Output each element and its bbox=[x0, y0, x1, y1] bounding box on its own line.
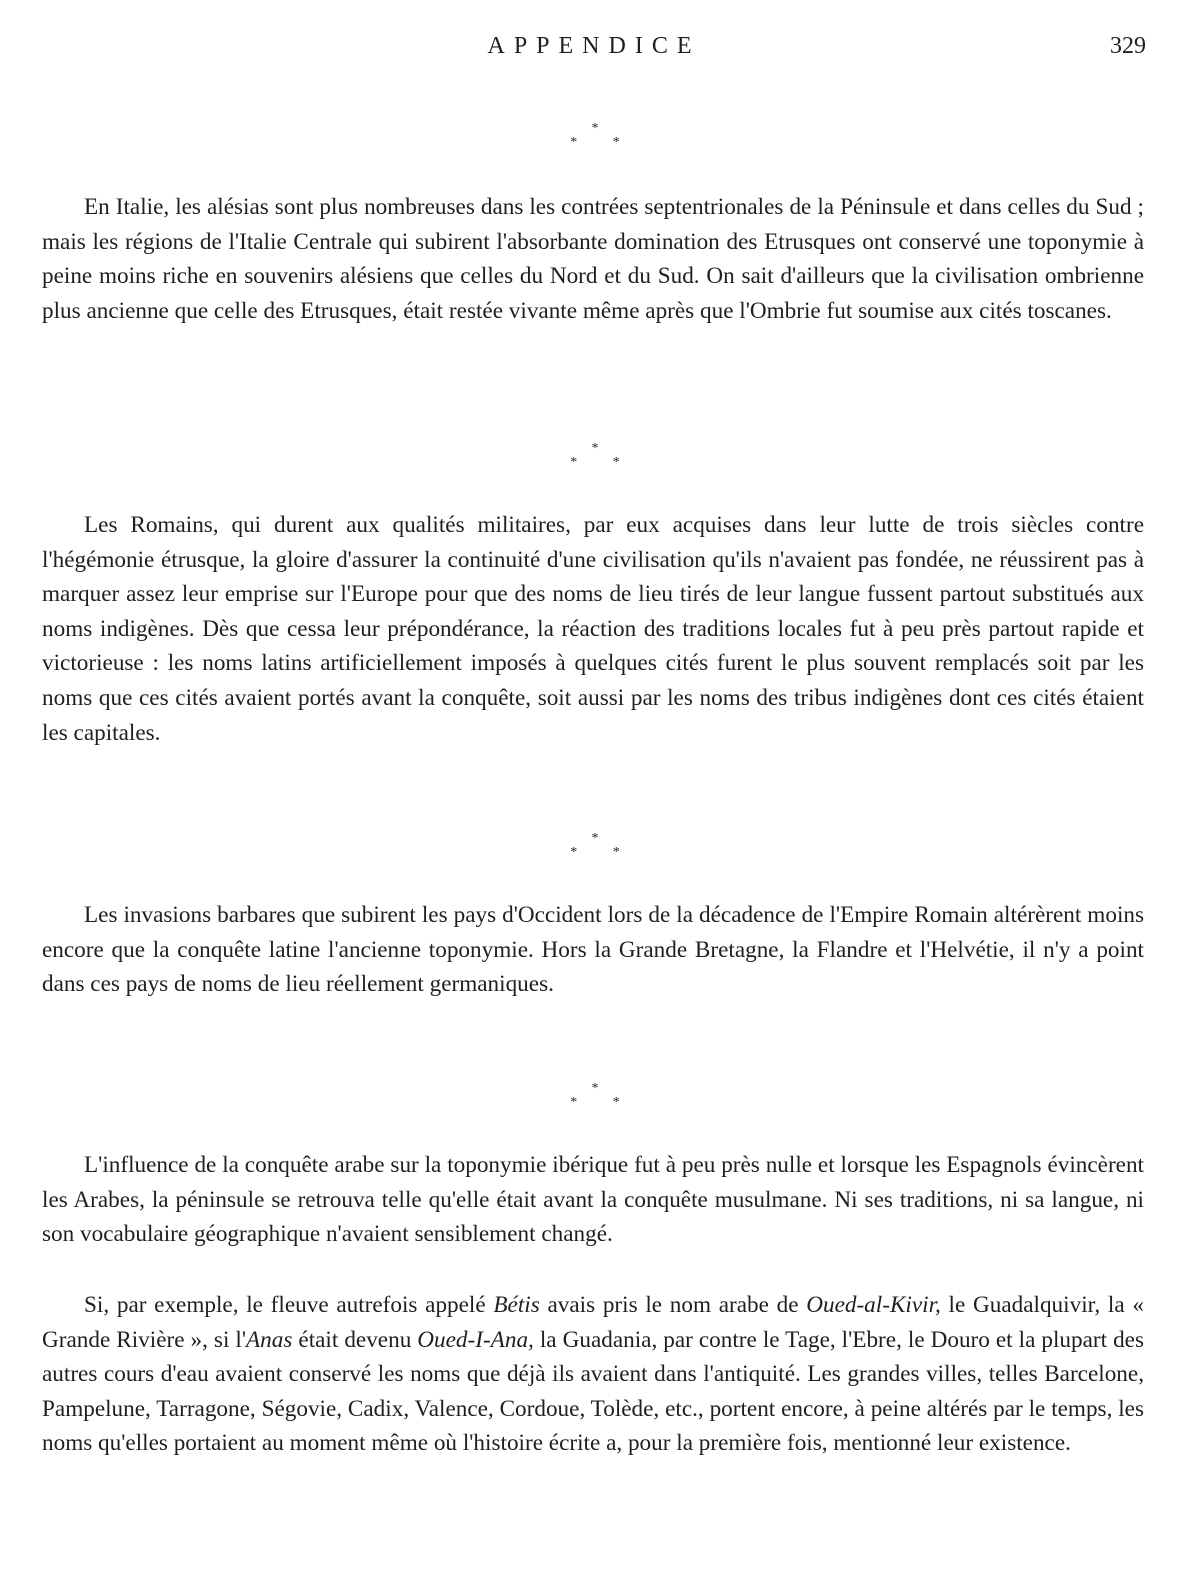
asterism-4 bbox=[545, 1082, 645, 1116]
asterism-star-top: * bbox=[591, 1081, 599, 1096]
asterism-3 bbox=[545, 832, 645, 866]
paragraph-3: Les invasions barbares que subirent les pays d'Occident lors de la décadence de l'Empire Romain altérèrent moins encore que la conquête latine l'ancienne toponymie. Hors la Grande Bretagne, la Flandre et l'Helvétie, il n'y a point dans ces pays de noms de lieu réellement germaniques. bbox=[42, 902, 1144, 998]
asterism-star-top: * bbox=[591, 121, 599, 136]
asterism-star-bottom: * * bbox=[570, 845, 636, 860]
paragraph-4: L'influence de la conquête arabe sur la toponymie ibérique fut à peu près nulle et lorsque les Espagnols évincèrent les Arabes, la péninsule se retrouva telle qu'elle était avant la conquête musulmane. Ni ses traditions, ni sa langue, ni son vocabulaire géographique n'avaient sensiblement changé. bbox=[42, 1152, 1144, 1248]
paragraph-2: Les Romains, qui durent aux qualités militaires, par eux acquises dans leur lutte de trois siècles contre l'hégémonie étrusque, la gloire d'assurer la continuité d'une civilisation qu'ils n'avaient pas fondée, ne réussirent pas à marquer assez leur emprise sur l'Europe pour que des noms de lieu tirés de leur langue fussent partout substitués aux noms indigènes. Dès que cessa leur prépondérance, la réaction des traditions locales fut à peu près partout rapide et victorieuse : les noms latins artificiellement imposés à quelques cités furent le plus souvent remplacés soit par les noms que ces cités avaient portés avant la conquête, soit aussi par les noms des tribus indigènes dont ces cités étaient les capitales. bbox=[42, 512, 1144, 746]
page-number: 329 bbox=[1110, 33, 1146, 59]
paragraph-5-text-4: était devenu bbox=[292, 1326, 418, 1353]
paragraph-5-text-3: le Guadalquivir, la « Grande Rivière », si l' bbox=[42, 1292, 1144, 1353]
asterism-1 bbox=[545, 122, 645, 156]
paragraph-1: En Italie, les alésias sont plus nombreuses dans les contrées septentrionales de la Péninsule et dans celles du Sud ; mais les régions de l'Italie Centrale qui subirent l'absorbante domination des Etrusques ont conservé une toponymie à peine moins riche en souvenirs alésiens que celles du Nord et du Sud. On sait d'ailleurs que la civilisation ombrienne plus ancienne que celle des Etrusques, était restée vivante même après que l'Ombrie fut soumise aux cités toscanes. bbox=[42, 194, 1144, 324]
asterism-star-top: * bbox=[591, 831, 599, 846]
paragraph-5 bbox=[42, 1288, 1144, 1461]
running-head: APPENDICE bbox=[487, 33, 701, 59]
river-name-oued-al-kivir: Oued-al-Kivir, bbox=[806, 1292, 941, 1318]
asterism-star-bottom: * * bbox=[570, 1095, 636, 1110]
paragraph-5-text-2: avais pris le nom arabe de bbox=[539, 1292, 807, 1318]
river-name-anas: Anas bbox=[246, 1326, 293, 1353]
river-name-betis: Bétis bbox=[493, 1292, 540, 1318]
asterism-star-bottom: * * bbox=[570, 135, 636, 150]
paragraph-5-text-5: la Guadania, par contre le Tage, l'Ebre, le Douro et la plupart des autres cours d'eau avaient conservé les noms que déjà ils avaient dans l'antiquité. Les grandes villes, telles Barcelone, Pampelune, Tarragone, Ségovie, Cadix, Valence, Cordoue, Tolède, etc., portent encore, à peine altérés par le temps, les noms qu'elles portaient au moment même où l'histoire écrite a, pour la première fois, mentionné leur existence. bbox=[42, 1326, 1144, 1457]
paragraph-5-text-1: Si, par exemple, le fleuve autrefois appelé bbox=[84, 1292, 494, 1318]
asterism-star-top: * bbox=[591, 441, 599, 456]
asterism-star-bottom: * * bbox=[570, 455, 636, 470]
asterism-2 bbox=[545, 442, 645, 476]
page-header bbox=[42, 28, 1146, 68]
river-name-oued-i-ana: Oued-I-Ana, bbox=[417, 1326, 534, 1353]
